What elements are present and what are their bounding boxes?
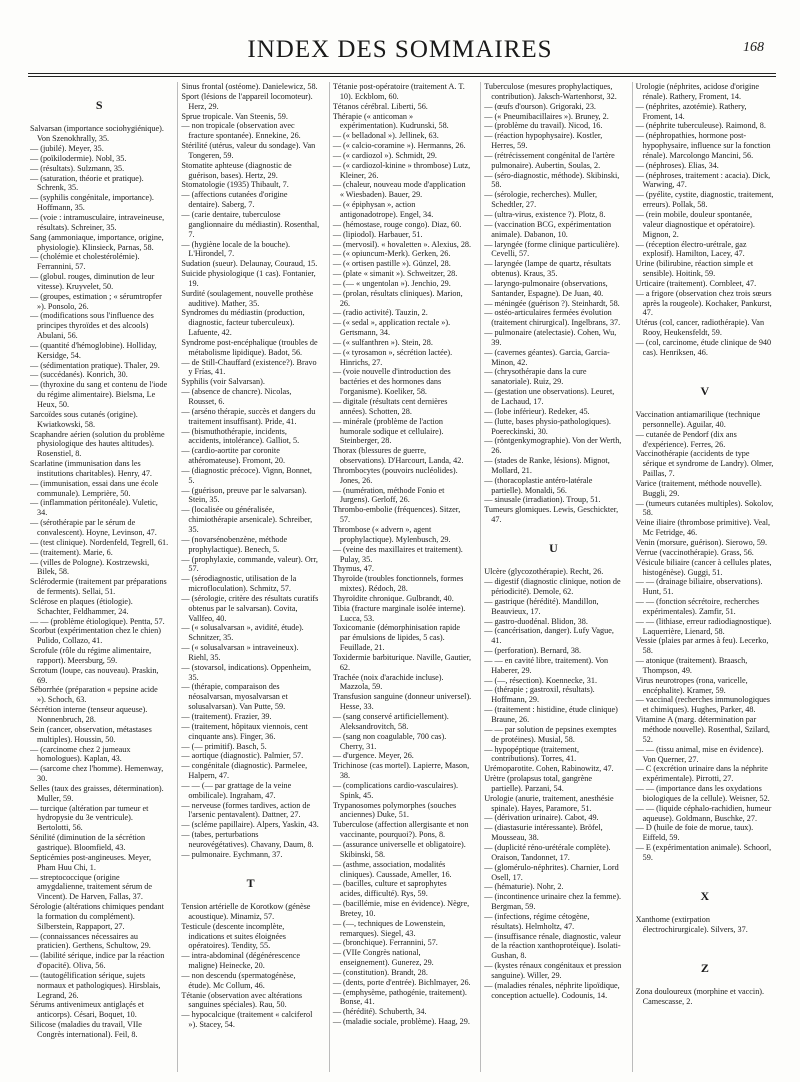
index-column xyxy=(177,82,319,1072)
index-entry: Thyroïdite chronique. Gulbrandt, 40. xyxy=(332,593,454,603)
index-entry: — (complications cardio-vasculaires). Spink, 45. xyxy=(332,780,459,800)
index-entry: Scrotum (loupe, cas nouveau). Praskin, 69. xyxy=(30,665,159,685)
index-entry: Septicémies post-angineuses. Meyer, Pham Huu Chi, 1. xyxy=(30,852,152,872)
index-column xyxy=(480,82,622,1072)
index-entry: — streptococcique (origine amygdalienne, traitement sérum de Vincent). De Harven, Fallas, 37. xyxy=(30,872,153,902)
index-entry: Sclérodermie (traitement par préparations de ferments). Sellai, 51. xyxy=(30,577,167,597)
index-entry: — (immunisation, essai dans une école communale). Lemprière, 50. xyxy=(30,478,159,498)
index-entry: Scorbut (expérimentation chez le chien) Pulido, Collazo, 41. xyxy=(30,626,161,646)
index-entry: — — (drainage biliaire, observations). Hunt, 51. xyxy=(635,577,763,597)
index-entry: — vaccinal (recherches immunologiques et chimiques). Hughes, Parker, 48. xyxy=(635,695,770,715)
index-entry: — (« solusalvarsan » intraveineux). Riehl, 35. xyxy=(181,643,299,662)
index-entry: — (cavernes géantes). Garcia, Garcia-Minon, 42. xyxy=(484,347,610,367)
index-entry: Sénilité (diminution de la sécrétion gastrique). Bloomfield, 43. xyxy=(30,833,146,852)
index-entry: — (néphrites, azotémie). Rathery, Froment, 14. xyxy=(635,101,747,121)
index-entry: — (traitement, hôpitaux viennois, cent cinquante ans). Finger, 36. xyxy=(181,721,308,741)
index-entry: Stérilité (utérus, valeur du sondage). Van Tongeren, 59. xyxy=(181,141,316,160)
index-entry: — (röntgenkymographie). Von der Werth, 26. xyxy=(484,436,622,456)
index-entry: — (perforation). Bernard, 38. xyxy=(484,646,582,656)
index-entry: — (guérison, preuve par le salvarsan). Stein, 35. xyxy=(181,485,307,505)
index-entry: — (diagnostic précoce). Vignn, Bonnet, 5. xyxy=(181,465,312,485)
index-entry: — (cholémie et cholestérolémie). Ferrannini, 57. xyxy=(30,252,140,272)
index-entry: — (cardio-aortite par coronite athéromateuse). Fromont, 20. xyxy=(181,446,286,466)
index-entry: Sclérose en plaques (étiologie). Schachter, Feldhammer, 24. xyxy=(30,596,133,616)
index-entry: Sécrétion interne (tenseur aqueuse). Nonnenbruch, 28. xyxy=(30,705,148,725)
index-entry: — (« cardiozol »). Schmidt, 29. xyxy=(332,150,437,160)
index-entry: — (voie nouvelle d'introduction des bactéries et des hormones dans l'organisme). Koeliker, 58. xyxy=(332,367,451,397)
index-entry: Testicule (descente incomplète, indications et suites éloignées opératoires). Tendity, 55. xyxy=(181,921,286,951)
index-entry: Thrombocytes (pouvoirs nucléolides). Jones, 26. xyxy=(332,465,458,485)
index-entry: — — (problème étiologique). Pentta, 57. xyxy=(30,616,165,626)
index-entry: — (hémostase, rouge congo). Diaz, 60. xyxy=(332,219,462,229)
index-entry: — congénitale (diagnostic). Parmelee, Halpern, 47. xyxy=(181,761,308,781)
index-entry: Xanthome (extirpation électrochirurgicale). Silvers, 37. xyxy=(635,915,748,935)
index-entry: — (sérothérapie par le sérum de convalescent). Hoyne, Levinson, 47. xyxy=(30,518,157,537)
index-entry: — E (expérimentation animale). Schoorl, 59. xyxy=(635,843,772,862)
index-entry: Syndrome post-encéphalique (troubles de métabolisme lipidique). Badot, 56. xyxy=(181,337,318,357)
index-entry: — (« opiuncum-Merk). Gerken, 26. xyxy=(332,249,451,259)
index-entry: — digestif (diagnostic clinique, notion de périodicité). Demole, 62. xyxy=(484,577,621,597)
index-entry: — (duplicité réno-urétérale complète). Oraison, Tandonnet, 17. xyxy=(484,842,611,862)
index-entry: Syphilis (voir Salvarsan). xyxy=(181,377,265,387)
index-entry: — (bacilles, culture et saprophytes acides, difficulté). Rys, 59. xyxy=(332,879,447,899)
index-entry: — — en cavité libre, traitement). Von Haberer, 29. xyxy=(484,655,609,675)
index-entry: — (« ortisen pastille »). Günzel, 28. xyxy=(332,259,451,269)
index-entry: Thérapie (« anticoman » expérimentation). Kudrunski, 58. xyxy=(332,111,449,131)
index-column xyxy=(632,82,774,1072)
index-entry: — (hématurie). Nohr, 2. xyxy=(484,882,564,892)
index-entry: — C (excrétion urinaire dans la néphrite expérimentale). Pirrotti, 27. xyxy=(635,764,768,784)
index-entry: — (insuffisance rénale, diagnostic, valeur de la réaction xanthoprotéique). Isolati-Gushan, 8. xyxy=(484,931,621,961)
index-entry: Tétanie (observation avec altérations sanguines spéciales). Rau, 50. xyxy=(181,990,303,1010)
index-entry: — (sérologie, critère des résultats curatifs obtenus par le salvarsan). Covita, Vallfeo, 40. xyxy=(181,593,319,623)
index-entry: — (villes de Pologne). Kostrzewski, Bilek, 58. xyxy=(30,557,150,577)
index-entry: — (hygiène locale de la bouche). L'Hirondel, 7. xyxy=(181,239,291,259)
index-entry: Sérums antivenimeux antiglaçés et anticorps). Césari, Boquet, 10. xyxy=(30,1000,144,1020)
index-entry: — (bronchique). Ferrannini, 57. xyxy=(332,938,438,948)
page-title: INDEX DES SOMMAIRES xyxy=(247,36,553,63)
index-entry: — (carcinome chez 2 jumeaux homologues). Kaplan, 43. xyxy=(30,744,131,764)
index-entry: — (novarsénobenzène, méthode prophylactique). Benech, 5. xyxy=(181,534,288,554)
index-entry: — — (fonction sécrétoire, recherches expérimentales). Zamfir, 51. xyxy=(635,597,760,616)
index-entry: — D (huile de foie de morue, taux). Eiffeld, 59. xyxy=(635,823,754,843)
section-letter: V xyxy=(700,383,710,398)
section-spacer xyxy=(636,935,774,945)
index-entry: — sinusale (irradiation). Troup, 51. xyxy=(484,495,601,505)
index-entry: Vaccination antiamarilique (technique personnelle). Aguilar, 40. xyxy=(635,410,761,429)
index-entry: — (— primitif). Basch, 5. xyxy=(181,741,267,751)
section-spacer xyxy=(636,863,774,873)
index-entry: — (constitution). Brandt, 28. xyxy=(332,967,428,977)
index-entry: — (sang conservé artificiellement). Aleksandrovitch, 58. xyxy=(332,712,449,731)
index-entry: — (groupes, estimation ; « sérumtropfer »). Ponsolo, 26. xyxy=(30,291,162,311)
index-entry: — (pyélite, cystite, diagnostic, traitement, erreurs). Pollak, 58. xyxy=(635,190,774,210)
index-entry: — (tautogélification sérique, sujets normaux et pathologiques). Hirsblais, Legrand, 26. xyxy=(30,970,161,1000)
index-entry: — (chaleur, nouveau mode d'application « Wiesbaden). Bauer, 29. xyxy=(332,180,466,200)
index-entry: — (test clinique). Nordenfeld, Tegrell, 61. xyxy=(30,537,169,547)
index-entry: Sang (ammoniaque, importance, origine, physiologie). Klinsieck, Parnas, 58. xyxy=(30,232,164,252)
index-entry: — (œufs d'ourson). Grigoraki, 23. xyxy=(484,101,596,111)
index-entry: Venin (morsure, guérison). Sierowo, 59. xyxy=(635,537,768,547)
header-rule-thick xyxy=(28,73,776,74)
index-entry: — (kystes rénaux congénitaux et pression sanguine). Willer, 29. xyxy=(484,961,622,980)
section-letter: T xyxy=(246,875,255,890)
index-entry: — (veine des maxillaires et traitement). Pulay, 35. xyxy=(332,544,463,564)
index-entry: — (sérodiagnostic, utilisation de la microfloculation). Schmitz, 57. xyxy=(181,574,297,594)
index-entry: Varice (traitement, méthode nouvelle). Buggli, 29. xyxy=(635,478,762,498)
index-entry: — hypopéptique (traitement, contributions). Torres, 41. xyxy=(484,744,580,764)
index-entry: Stomatite aphteuse (diagnostic de guérison, bases). Hertz, 29. xyxy=(181,160,292,180)
index-entry: Zona douloureux (morphine et vaccin). Camescasse, 2. xyxy=(635,987,765,1007)
index-entry: — (modifications sous l'influence des principes thyroïdes et des alcools) Abulani, 56. xyxy=(30,311,154,341)
index-entry: Tension artérielle de Korotkow (génèse acoustique). Minamiz, 57. xyxy=(181,902,311,921)
index-entry: — (saturation, théorie et pratique). Schrenk, 35. xyxy=(30,173,144,193)
index-entry: — (—, techniques de Lowenstein, remarques). Siegel, 43. xyxy=(332,918,446,938)
index-entry: — gastrique (hérédité). Mandillon, Beauvieux, 17. xyxy=(484,596,599,616)
index-entry: — ostéo-articulaires fermées évolution (traitement chirurgical). Ingelbrans, 37. xyxy=(484,308,621,328)
index-entry: Séborrhée (préparation « pepsine acide »). Schoch, 63. xyxy=(30,685,158,705)
index-entry: Thrombose (« advern », agent prophylactique). Mylenbusch, 29. xyxy=(332,524,451,544)
index-entry: Trypanosomes polymorphes (souches anciennes) Duke, 51. xyxy=(332,800,457,820)
index-entry: — (globul. rouges, diminution de leur vitesse). Kruyvelet, 50. xyxy=(30,272,155,291)
index-entry: — hypocalcique (traitement « calciferol »). Stacey, 54. xyxy=(181,1010,313,1030)
index-entry: — (succédanés). Konrich, 30. xyxy=(30,370,128,380)
index-entry: — (glomérulo-néphrites). Charnier, Lord Osell, 17. xyxy=(484,862,619,882)
index-entry: — (affections cutanées d'origine dentaire). Saberg, 7. xyxy=(181,190,288,210)
index-entry: — (prophylaxie, commande, valeur). Orr, 57. xyxy=(181,554,318,574)
index-entry: — (néphrite tuberculeuse). Raimond, 8. xyxy=(635,121,766,131)
index-entry: — (connaissances nécessaires au praticien). Gerthens, Schultow, 29. xyxy=(30,931,151,951)
index-entry: — (cancérisation, danger). Lufy Vague, 41. xyxy=(484,626,614,646)
index-entry: — (néphroses). Elias, 34. xyxy=(635,160,719,170)
index-entry: — méningée (guérison ?). Steinhardt, 58. xyxy=(484,298,620,308)
index-entry: — non descendu (spermatogénèse, étude). Mc Collum, 46. xyxy=(181,970,296,990)
index-entry: — (— « ungentolan »). Jenchio, 29. xyxy=(332,278,451,288)
index-entry: Transfusion sanguine (donneur universel). Hesse, 33. xyxy=(332,692,472,712)
index-entry: — (voie : intramusculaire, intraveineuse, résultats). Schreiner, 35. xyxy=(30,212,165,232)
index-entry: Tuberculose (affection allergisante et non vaccinante, pourquoi?). Pons, 8. xyxy=(332,820,469,840)
index-entry: — (stovarsol, indications). Oppenheim, 35. xyxy=(181,662,312,682)
index-entry: Utérus (col, cancer, radiothérapie). Van Rooy, Heukensfeldt, 59. xyxy=(635,318,765,338)
index-column xyxy=(329,82,471,1072)
index-entry: — (thyroxine du sang et contenu de l'iode du régime alimentaire). Bielsma, Le Heux, 50. xyxy=(30,380,168,410)
index-entry: — (bismuthothérapie, incidents, accidents, intolérance). Galliot, 5. xyxy=(181,426,300,446)
index-entry: Tumeurs glomiques. Lewis, Geschickter, 47. xyxy=(484,505,619,525)
index-entry: — (VIIe Congrès national, enseignement). Gunerez, 29. xyxy=(332,948,434,968)
index-entry: — (tumeurs cutanées multiples). Sokolov, 58. xyxy=(635,498,774,518)
index-entry: Sudation (sueur). Delaunay, Couraud, 15. xyxy=(181,259,318,269)
index-entry: — (« sedal », application rectale »). Gertsmann, 34. xyxy=(332,318,451,338)
page-header xyxy=(0,32,800,70)
index-entry: Veine iliaire (thrombose primitive). Veal, Mc Fetridge, 46. xyxy=(635,518,771,538)
section-letter: U xyxy=(549,540,558,555)
index-entry: Trachée (noix d'arachide incluse). Mazzola, 59. xyxy=(332,672,444,692)
index-entry: Toxicomanie (démorphinisation rapide par émulsions de lipides, 5 cas). Feuillade, 21. xyxy=(332,623,461,653)
index-entry: — (« épiphysan », action antigonadotrope). Engel, 34. xyxy=(332,200,434,219)
index-entry: — — (— par grattage de la veine ombilicale). Ingraham, 47. xyxy=(181,780,292,800)
index-entry: — — (liquide céphalo-rachidien, humeur aqueuse). Goldmann, Buschke, 27. xyxy=(635,803,772,823)
index-entry: — (infections, régime cétogène, résultats). Helmholtz, 47. xyxy=(484,911,590,931)
index-entry: Scrofule (rôle du régime alimentaire, rapport). Meersburg, 59. xyxy=(30,646,152,665)
index-entry: Urètre (prolapsus total, gangrène partielle). Parzani, 54. xyxy=(484,774,592,793)
index-entry: Vésicule biliaire (cancer à cellules plates, histogénèse). Guggi, 51. xyxy=(635,557,772,577)
index-entry: — (maladie sociale, problème). Haag, 29. xyxy=(332,1017,470,1027)
index-entry: — (traitement). Marie, 6. xyxy=(30,547,113,557)
index-entry: Urologie (anurie, traitement, anesthésie spinale). Hayes, Paramore, 51. xyxy=(484,793,614,813)
index-entry: — (emphysème, pathogénie, traitement). Bonse, 41. xyxy=(332,987,467,1007)
index-entry: — atonique (traitement). Braasch, Thompson, 49. xyxy=(635,656,748,675)
index-entry: Urémoparotite. Cohen, Rabinowitz, 47. xyxy=(484,764,614,774)
index-entry: Sport (lésions de l'appareil locomoteur). Herz, 29. xyxy=(181,91,313,111)
index-entry: — (maladies rénales, néphrite lipoïdique, conception actuelle). Codounis, 14. xyxy=(484,980,620,1000)
index-entry: — (prolan, résultats cliniques). Marion, 26. xyxy=(332,288,463,308)
index-columns xyxy=(30,82,774,1072)
index-entry: — cutanée de Pendorf (dix ans d'expérience). Ferres, 26. xyxy=(635,429,737,449)
index-entry: Syndromes du médiastin (production, diagnostic, facteur tuberculeux). Lafuente, 42. xyxy=(181,308,305,338)
index-entry: Tétanie post-opératoire (traitement A. T. 10). Eckblom, 60. xyxy=(332,82,465,101)
index-entry: — (assurance universelle et obligatoire). Skibinski, 58. xyxy=(332,839,466,859)
index-entry: Ulcère (glycozothérapie). Recht, 26. xyxy=(484,567,604,577)
index-entry: — (« cardiozol-kinine » thrombose) Lutz, Kleiner, 26. xyxy=(332,160,471,180)
index-entry: — — (lithiase, erreur radiodiagnostique). Laquerrière, Lienard, 58. xyxy=(635,616,772,636)
index-entry: Sprue tropicale. Van Steenis, 59. xyxy=(181,111,288,121)
index-entry: Thrombo-embolie (fréquences). Sitzer, 57. xyxy=(332,505,461,525)
index-entry: — minérale (problème de l'action humorale sodique et cellulaire). Steinberger, 28. xyxy=(332,416,444,446)
index-entry: Urine (bilirubine, réaction simple et sensible). Hoitink, 59. xyxy=(635,259,754,279)
index-entry: Toxidermie barbiturique. Naville, Gautier, 62. xyxy=(332,652,472,672)
index-entry: — (rétrécissement congénital de l'artère pulmonaire). Aubertin, Soulas, 2. xyxy=(484,150,615,170)
index-entry: — (sarcome chez l'homme). Hemenway, 30. xyxy=(30,764,164,784)
index-entry: — pulmonaire (atelectasie). Cohen, Wu, 39. xyxy=(484,328,617,347)
section-letter: Z xyxy=(700,960,709,975)
index-entry: — (lutte, bases physio-pathologiques). Poereckinski, 30. xyxy=(484,416,611,436)
index-entry: Sein (cancer, observation, métastases multiples). Houssin, 50. xyxy=(30,724,152,744)
index-column xyxy=(30,82,168,1072)
index-entry: — (lipiodol). Harbauer, 51. xyxy=(332,229,423,239)
index-entry: — (réception électro-urétrale, gaz explosif). Hamilton, Lacey, 47. xyxy=(635,239,747,259)
index-entry: — (sédimentation pratique). Thaler, 29. xyxy=(30,360,160,370)
index-entry: — (problème du travail). Nicod, 16. xyxy=(484,121,603,131)
index-entry: — (néphropathies, hormone post-hypophysaire, influence sur la fonction rénale). Marcolongo Mancini, 56. xyxy=(635,131,771,160)
index-entry: — (col, carcinome, étude clinique de 940 cas). Henriksen, 46. xyxy=(635,337,772,357)
index-entry: — (traitement : histidine, étude clinique) Braune, 26. xyxy=(484,705,618,725)
index-entry: — (carie dentaire, tuberculose ganglionnaire du médiastin). Rosenthal, 7. xyxy=(181,209,320,239)
index-entry: — de Still-Chauffard (existence?). Bravo y Frías, 41. xyxy=(181,357,317,377)
index-entry: — — (tissu animal, mise en évidence). Von Querner, 27. xyxy=(635,744,764,764)
index-entry: — a frigore (observation chez trois sœurs après la rougeole). Kochaker, Pankurst, 47. xyxy=(635,288,772,318)
index-entry: Tuberculose (mesures prophylactiques, contribution). Jaksch-Wartenhorst, 32. xyxy=(484,82,617,101)
index-entry: Salvarsan (importance sociohygiénique). Von Szenokhrally, 35. xyxy=(30,124,164,144)
index-entry: Silicose (maladies du travail, VIIe Congrès international). Feil, 8. xyxy=(30,1020,142,1040)
index-entry: — (thérapie ; gastroxil, résultats). Hoffmann, 29. xyxy=(484,685,595,705)
index-entry: — (hérédité). Schuberth, 34. xyxy=(332,1007,427,1017)
index-entry: — (plate « simanit »). Schweitzer, 28. xyxy=(332,269,458,279)
index-entry: Sérologie (altérations chimiques pendant la formation du complément). Silberstein, Rappaport, 27. xyxy=(30,902,164,931)
index-entry: — nerveuse (formes tardives, action de l'arsenic pentavalent). Dattner, 27. xyxy=(181,800,311,820)
index-entry: — (bacillémie, mise en évidence). Nègre, Bretey, 10. xyxy=(332,899,470,918)
index-entry: — (inflammation péritonéale). Vuletic, 34. xyxy=(30,498,158,518)
index-entry: — (quantité d'hémoglobine). Holliday, Kersidge, 54. xyxy=(30,340,157,360)
index-entry: — (syphilis congénitale, importance). Hoffmann, 35. xyxy=(30,193,154,213)
index-entry: — (« calcio-coramine »). Hermanns, 26. xyxy=(332,141,466,151)
section-letter: S xyxy=(95,98,103,112)
index-entry: — (jubilé). Meyer, 35. xyxy=(30,144,104,154)
index-entry: — non tropicale (observation avec fracture spontanée). Ennekine, 26. xyxy=(181,121,301,141)
index-entry: — (néphroses, traitement : acacia). Dick, Warwing, 47. xyxy=(635,170,771,190)
index-entry: — aortique (diagnostic). Palmier, 57. xyxy=(181,751,304,761)
index-entry: — laryngo-pulmonaire (observations, Santander, Espagne). De Juan, 40. xyxy=(484,278,608,298)
header-rule-thin xyxy=(28,76,776,77)
index-entry: — laryngée (lampe de quartz, résultats obtenus). Kraus, 35. xyxy=(484,259,612,279)
index-entry: Urologie (néphrites, acidose d'origine rénale). Rathery, Froment, 14. xyxy=(635,82,759,101)
page-number: 168 xyxy=(743,40,764,55)
index-entry: — (incontinence urinaire chez la femme). Bergman, 59. xyxy=(484,892,622,912)
index-entry: — (gestation une observations). Leuret, de Lachaud, 17. xyxy=(484,387,615,406)
index-entry: — (localisée ou généralisée, chimiothérapie arsenicale). Schreiber, 35. xyxy=(181,505,313,534)
index-entry: Tétanos cérébral. Liberti, 56. xyxy=(332,101,428,111)
index-entry: Tibia (fracture marginale isolée interne). Lucca, 53. xyxy=(332,603,466,623)
index-entry: — gastro-duodénal. Blidon, 38. xyxy=(484,616,588,626)
index-entry: — turcique (altération par tumeur et hydropysie du 3e ventricule). Bertolotti, 56. xyxy=(30,803,149,833)
index-entry: — (sérologie, recherches). Muller, Schedtler, 27. xyxy=(484,190,598,210)
index-entry: — digitale (résultats cent dernières années). Schotten, 28. xyxy=(332,397,448,416)
index-entry: — (chrysothérapie dans la cure sanatoriale). Ruiz, 29. xyxy=(484,367,587,387)
index-entry: — (dents, porte d'entrée). Bichlmayer, 26. xyxy=(332,977,471,987)
index-entry: — (lobe inférieur). Redeker, 45. xyxy=(484,406,590,416)
index-entry: Stomatologie (1935) Thibault, 7. xyxy=(181,180,289,190)
index-entry: — — par solution de pepsines exemptes de protéines). Musial, 58. xyxy=(484,724,617,744)
index-entry: — (sang non coagulable, 700 cas). Cherry, 31. xyxy=(332,731,447,751)
index-entry: — (arséno thérapie, succès et dangers du traitement insuffisant). Pride, 41. xyxy=(181,406,316,426)
index-entry: Vaccinothérapie (accidents de type sérique et syndrome de Landry). Olmer, Paillas, 7. xyxy=(635,449,774,479)
index-entry: — d'urgence. Meyer, 26. xyxy=(332,751,414,761)
index-entry: — (« Pneumibacillaires »). Bruney, 2. xyxy=(484,111,609,121)
index-entry: — (tabes, perturbations neurovégétatives). Chavany, Daum, 8. xyxy=(181,830,314,849)
section-spacer xyxy=(636,358,774,368)
index-entry: — (stades de Ranke, lésions). Mignot, Mollard, 21. xyxy=(484,456,610,475)
index-entry: — (« solusalvarsan », avidité, étude). Schnitzer, 35. xyxy=(181,623,304,643)
index-entry: — laryngée (forme clinique particulière). Cevelli, 57. xyxy=(484,239,620,259)
index-entry: — (radio activité). Tauzin, 2. xyxy=(332,308,428,318)
index-entry: — (asthme, association, modalités cliniques). Caussade, Ameller, 16. xyxy=(332,859,452,879)
index-entry: — (résultats). Sulzmann, 35. xyxy=(30,163,125,173)
index-entry: — (mervosil). « hovaletten ». Alexius, 28. xyxy=(332,239,472,249)
index-entry: — (rein mobile, douleur spontanée, valeur diagnostique et opératoire). Mignon, 2. xyxy=(635,209,755,239)
index-entry: Thyroïde (troubles fonctionnels, formes mixtes). Rédoch, 28. xyxy=(332,574,464,594)
index-entry: Thymus, 47. xyxy=(332,564,374,574)
index-entry: — (thoracoplastie antéro-latérale partielle). Monaldi, 56. xyxy=(484,475,593,495)
index-entry: — (numération, méthode Fonio et Jurgens). Gerloff, 26. xyxy=(332,485,445,505)
index-entry: Thorax (blessures de guerre, observations). D'Harcourt, Landa, 42. xyxy=(332,446,464,466)
index-entry: — (poïkilodermie). Nobl, 35. xyxy=(30,153,127,163)
index-entry: — (ultra-virus, existence ?). Plotz, 8. xyxy=(484,209,606,219)
index-entry: — (labilité sérique, indice par la réaction d'opacité). Oliva, 56. xyxy=(30,951,165,971)
index-entry: — (vaccination BCG, expérimentation animale). Dabanon, 10. xyxy=(484,219,612,239)
index-entry: — (traitement). Frazier, 39. xyxy=(181,712,272,721)
index-entry: — — (importance dans les oxydations biologiques de la cellule). Weisner, 52. xyxy=(635,784,770,803)
index-entry: — (scléme papillaire). Alpers, Yaskin, 43. xyxy=(181,820,319,830)
index-entry: Sinus frontal (ostéome). Danielewicz, 58. xyxy=(181,82,318,91)
index-entry: — (« tyrosamon », sécrétion lactée). Hinrichs, 27. xyxy=(332,347,453,367)
index-entry: Selles (taux des graisses, détermination). Muller, 59. xyxy=(30,783,164,803)
index-entry: — (thérapie, comparaison des néosalvarsan, myosalvarsan et solusalvarsan). Van Putte, 59. xyxy=(181,682,288,712)
index-entry: Suicide physiologique (1 cas). Fontanier, 19. xyxy=(181,269,316,288)
index-entry: Urticaire (traitement). Cornbleet, 47. xyxy=(635,278,757,288)
index-entry: — (dérivation urinaire). Cabot, 49. xyxy=(484,813,599,823)
index-entry: — pulmonaire. Eychmann, 37. xyxy=(181,849,283,859)
index-entry: Surdité (soulagement, nouvelle prothèse auditive). Mather, 35. xyxy=(181,288,314,308)
index-entry: Virus neurotropes (rona, varicelle, encéphalite). Kramer, 59. xyxy=(635,675,748,695)
index-entry: Verrue (vaccinothérapie). Grass, 56. xyxy=(635,547,754,557)
index-entry: — (absence de chancre). Nicolas, Rousset, 6. xyxy=(181,387,292,406)
index-entry: — (« belladonal »). Jellinek, 63. xyxy=(332,131,439,141)
index-entry: Vessie (plaies par armes à feu). Lecerko, 58. xyxy=(635,636,769,656)
index-entry: — (diastasurie intéressante). Bröfel, Mousseau, 38. xyxy=(484,823,603,843)
index-entry: — (séro-diagnostic, méthode). Skibinski, 58. xyxy=(484,170,620,190)
index-entry: — (—, résection). Koennecke, 31. xyxy=(484,675,597,685)
index-entry: Vitamine A (marg. détermination par méthode nouvelle). Rosenthal, Szilard, 52. xyxy=(635,715,770,744)
index-entry: Scarlatine (immunisation dans les institutions charitables). Henry, 47. xyxy=(30,459,152,478)
section-letter: X xyxy=(700,888,710,903)
index-entry: — intra-abdominal (dégénérescence maligne) Heinecke, 20. xyxy=(181,951,301,971)
index-entry: Scaphandre aérien (solution du problème physiologique des hautes altitudes). Rosenstiel, 8. xyxy=(30,429,165,459)
index-entry: — (réaction hypophysaire). Kostler, Herres, 59. xyxy=(484,131,603,151)
index-entry: Trichinose (cas mortel). Lapierre, Mason, 38. xyxy=(332,761,470,781)
index-entry: — (« sulfanthren »). Stein, 28. xyxy=(332,337,433,347)
index-entry: Sarcoïdes sous cutanés (origine). Kwiatkowski, 58. xyxy=(30,409,138,429)
